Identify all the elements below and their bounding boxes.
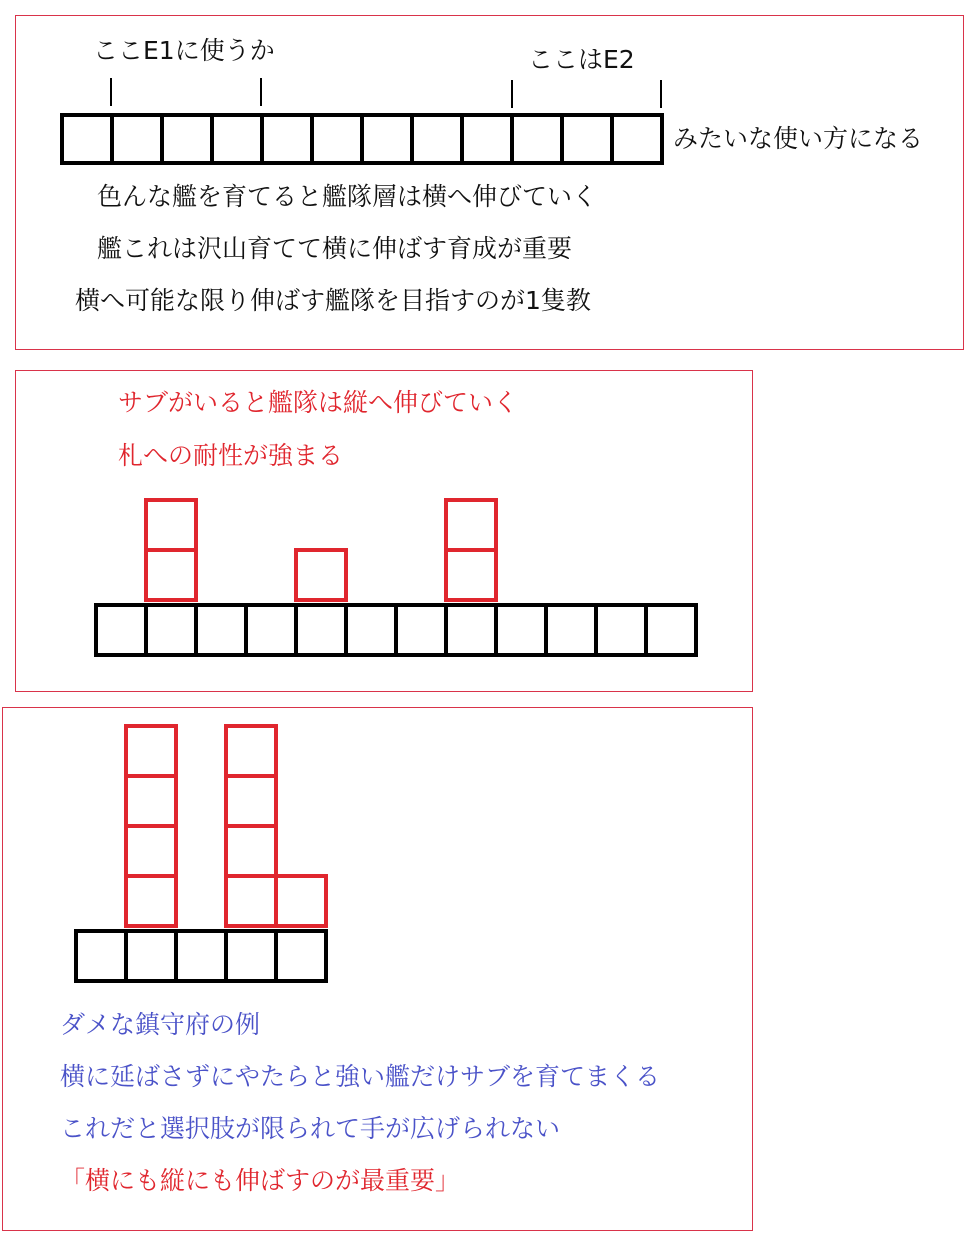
panel1-line-2: 艦これは沢山育てて横に伸ばす育成が重要	[97, 234, 573, 263]
base-cell	[162, 115, 212, 163]
panel2-line-2: 札への耐性が強まる	[118, 441, 344, 470]
panel3-line-2: 横に延ばさずにやたらと強い艦だけサブを育てまくる	[60, 1062, 661, 1091]
base-cell	[362, 115, 412, 163]
side-note: みたいな使い方になる	[673, 124, 924, 153]
base-cell	[412, 115, 462, 163]
base-cell	[512, 115, 562, 163]
base-cell	[562, 115, 612, 163]
panel2-line-1: サブがいると艦隊は縦へ伸びていく	[118, 388, 519, 417]
label-e2: ここはE2	[528, 45, 635, 74]
panel3-line-1: ダメな鎮守府の例	[60, 1010, 261, 1039]
panel3-conclusion: 「横にも縦にも伸ばすのが最重要」	[60, 1166, 461, 1195]
panel1-line-1: 色んな艦を育てると艦隊層は横へ伸びていく	[97, 182, 598, 211]
base-cell	[262, 115, 312, 163]
panel1-base-row	[62, 115, 662, 163]
base-cell	[462, 115, 512, 163]
panel-vertical-growth	[15, 370, 753, 692]
base-cell	[212, 115, 262, 163]
base-cell	[312, 115, 362, 163]
range-markers	[111, 78, 661, 108]
panel3-line-3: これだと選択肢が限られて手が広げられない	[60, 1114, 561, 1143]
panel1-line-3: 横へ可能な限り伸ばす艦隊を目指すのが1隻教	[75, 286, 591, 315]
base-cell	[612, 115, 662, 163]
base-cell	[62, 115, 112, 163]
label-e1: ここE1に使うか	[93, 36, 275, 65]
base-cell	[112, 115, 162, 163]
panel-bad-example	[2, 707, 753, 1231]
